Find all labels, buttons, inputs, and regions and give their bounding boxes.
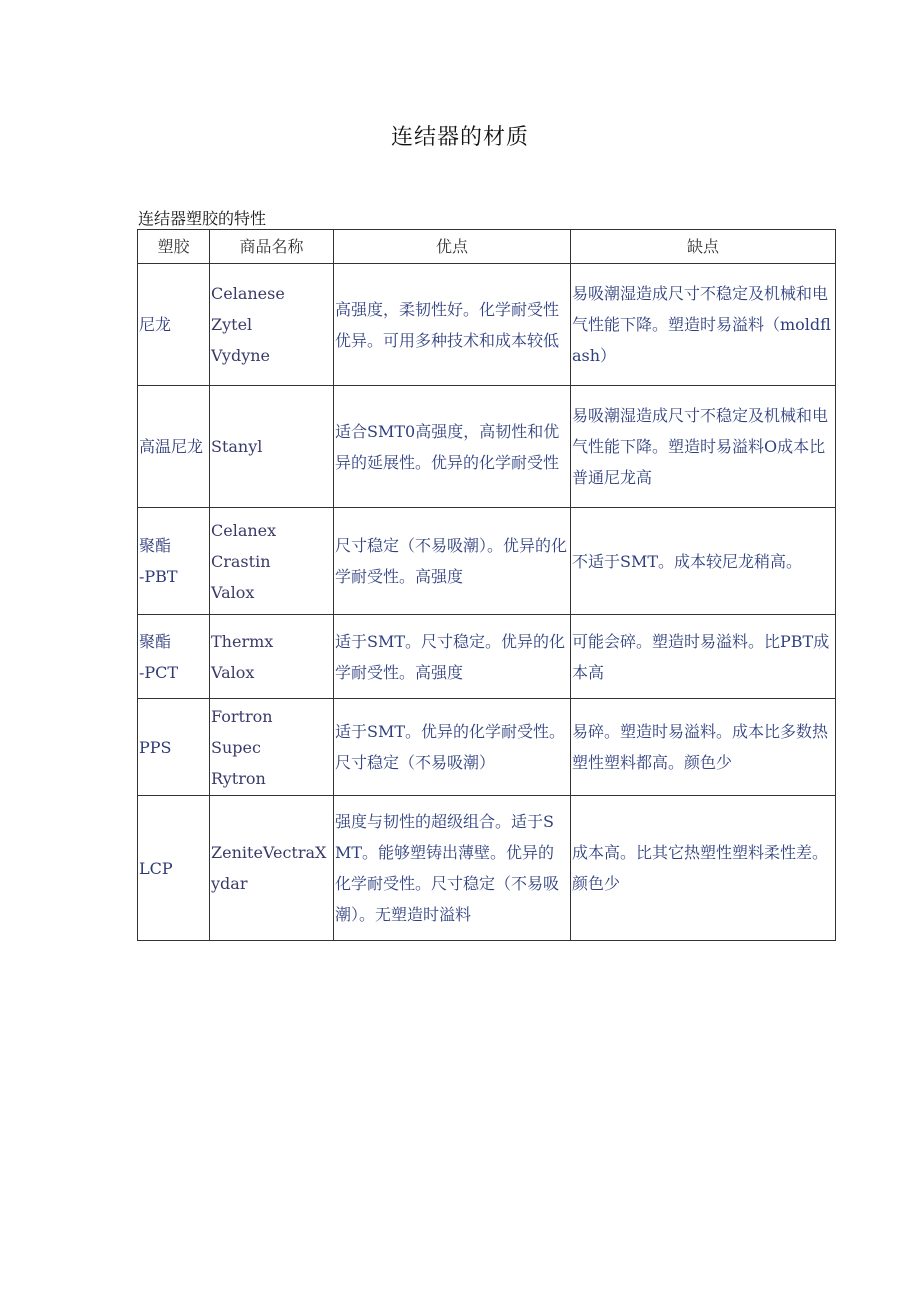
- plastic-name: 聚酯: [139, 631, 172, 651]
- trade-name: Valox: [211, 662, 255, 682]
- plastic-cell: [138, 615, 210, 699]
- pros-cell: 尺寸稳定（不易吸潮）。优异的化学耐受性。高强度: [334, 508, 571, 615]
- plastic-name: PPS: [139, 737, 172, 757]
- trade-name: Thermx: [211, 631, 274, 651]
- trade-name: Celanese: [211, 284, 285, 303]
- trade-name-cell: [210, 699, 334, 796]
- plastic-cell: [138, 386, 210, 508]
- table-row: [138, 615, 836, 699]
- trade-name: Supec: [211, 737, 261, 757]
- trade-name: Valox: [211, 582, 255, 602]
- cons-cell: 易吸潮湿造成尺寸不稳定及机械和电气性能下降。塑造时易溢料O成本比普通尼龙高: [571, 386, 836, 508]
- trade-name-cell: [210, 508, 334, 615]
- plastic-cell: [138, 508, 210, 615]
- trade-name: Stanyl: [211, 437, 263, 456]
- trade-name: Celanex: [211, 520, 277, 540]
- table-row: [138, 264, 836, 386]
- header-pros: 优点: [334, 230, 571, 264]
- plastic-name: -PBT: [139, 567, 178, 586]
- pros-cell: 适于SMT。尺寸稳定。优异的化学耐受性。高强度: [334, 615, 571, 699]
- plastic-name: 尼龙: [139, 315, 172, 334]
- plastic-name: -PCT: [139, 662, 179, 682]
- table-header-row: [138, 230, 836, 264]
- header-plastic: 塑胶: [138, 230, 210, 264]
- trade-name: Rytron: [211, 768, 266, 788]
- plastic-name: 聚酯: [139, 536, 172, 555]
- table-row: [138, 508, 836, 615]
- cons-cell: 易吸潮湿造成尺寸不稳定及机械和电气性能下降。塑造时易溢料（moldflash）: [571, 264, 836, 386]
- trade-name: Vydyne: [211, 346, 270, 365]
- header-trade-name: 商品名称: [210, 230, 334, 264]
- pros-cell: 适合SMT0高强度，高韧性和优异的延展性。优异的化学耐受性: [334, 386, 571, 508]
- pros-cell: 强度与韧性的超级组合。适于SMT。能够塑铸出薄壁。优异的化学耐受性。尺寸稳定（不易吸潮）。无塑造时溢料: [334, 796, 571, 941]
- trade-name: Zytel: [211, 315, 253, 334]
- page-title: 连结器的材质: [390, 125, 529, 150]
- pros-cell: 适于SMT。优异的化学耐受性。尺寸稳定（不易吸潮）: [334, 699, 571, 796]
- table-row: [138, 699, 836, 796]
- table-row: [138, 796, 836, 941]
- trade-name: Fortron: [211, 706, 273, 726]
- plastic-cell: [138, 796, 210, 941]
- table-row: [138, 386, 836, 508]
- plastic-name: LCP: [139, 858, 173, 878]
- trade-name-cell: [210, 386, 334, 508]
- trade-name-cell: [210, 615, 334, 699]
- pros-cell: 高强度，柔韧性好。化学耐受性优异。可用多种技术和成本较低: [334, 264, 571, 386]
- cons-cell: 不适于SMT。成本较尼龙稍高。: [571, 508, 836, 615]
- trade-name-cell: ZeniteVectraXydar: [210, 796, 334, 941]
- cons-cell: 易碎。塑造时易溢料。成本比多数热塑性塑料都高。颜色少: [571, 699, 836, 796]
- header-cons: 缺点: [571, 230, 836, 264]
- plastic-cell: [138, 264, 210, 386]
- table-caption: 连结器塑胶的特性: [138, 209, 267, 228]
- trade-name: Crastin: [211, 551, 271, 571]
- trade-name-cell: [210, 264, 334, 386]
- plastic-name: 高温尼龙: [139, 437, 204, 456]
- plastic-cell: [138, 699, 210, 796]
- plastics-table: [137, 229, 836, 941]
- cons-cell: 成本高。比其它热塑性塑料柔性差。颜色少: [571, 796, 836, 941]
- cons-cell: 可能会碎。塑造时易溢料。比PBT成本高: [571, 615, 836, 699]
